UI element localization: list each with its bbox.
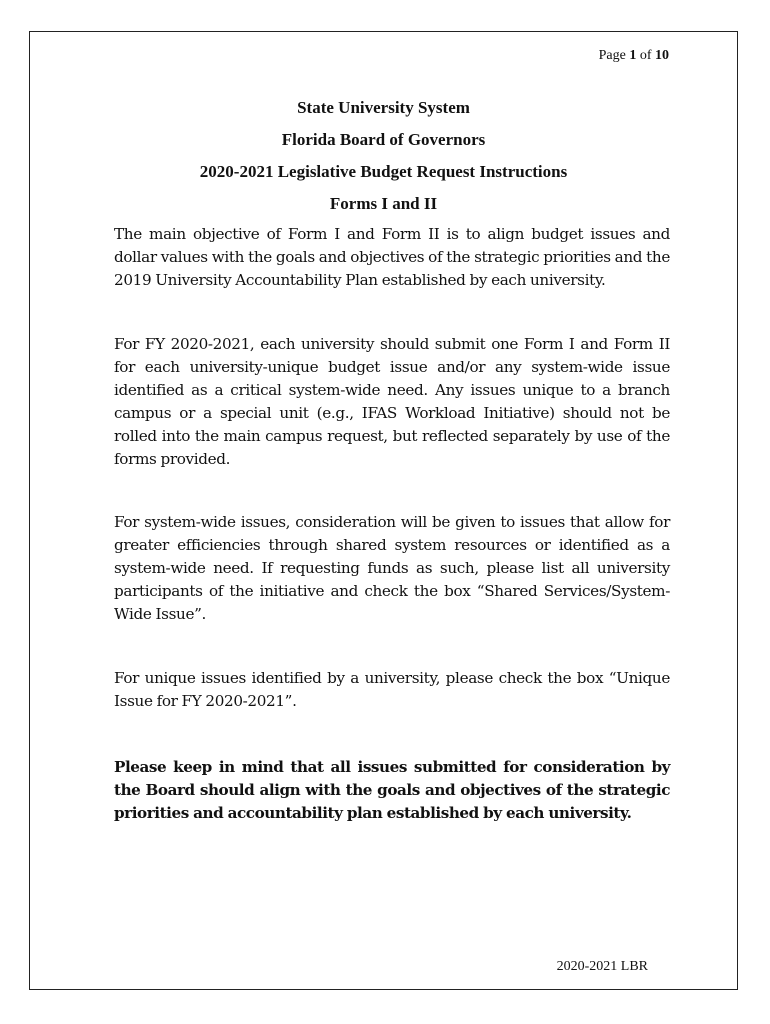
- paragraph-text-bold: Please keep in mind that all issues submitted for consideration by the Board should align with the goals and objectives of the strategic priorities and accountability plan established by each university.: [114, 758, 670, 822]
- paragraph-text: The main objective of Form I and Form II is to align budget issues and dollar values with the goals and objectives of the strategic priorities and the 2019 University Accountability Plan established by each university.: [114, 225, 670, 289]
- paragraph-system-wide: [114, 511, 670, 626]
- page-total: 10: [655, 48, 669, 63]
- title-block: [30, 92, 737, 220]
- paragraph-unique-issues: [114, 667, 670, 713]
- title-board: Florida Board of Governors: [281, 130, 486, 149]
- page-current: 1: [629, 48, 637, 63]
- paragraph-submission: [114, 333, 670, 471]
- title-system: State University System: [297, 98, 470, 117]
- page-of: of: [639, 48, 652, 63]
- paragraph-reminder: [114, 756, 670, 825]
- paragraph-objective: [114, 223, 670, 292]
- paragraph-text: For FY 2020-2021, each university should submit one Form I and Form II for each university-unique budget issue and/or any system-wide issue identified as a critical system-wide need. Any issues unique to a branch campus or a special unit (e.g., IFAS Workload Initiative) should not be rolled into the main campus request, but reflected separately by use of the forms provided.: [114, 335, 670, 468]
- title-forms: Forms I and II: [329, 194, 438, 213]
- paragraph-text: For unique issues identified by a university, please check the box “Unique Issue for FY 2020-2021”.: [114, 669, 670, 710]
- footer-label: 2020-2021 LBR: [556, 959, 648, 974]
- page-label: Page: [598, 48, 626, 63]
- page-frame: [29, 31, 738, 990]
- paragraph-text: For system-wide issues, consideration will be given to issues that allow for greater efficiencies through shared system resources or identified as a system-wide need. If requesting funds as such, please list all university participants of the initiative and check the box “Shared Services/System-Wide Issue”.: [114, 513, 670, 623]
- page-number: [599, 48, 669, 64]
- title-instructions: 2020-2021 Legislative Budget Request Instructions: [199, 162, 568, 181]
